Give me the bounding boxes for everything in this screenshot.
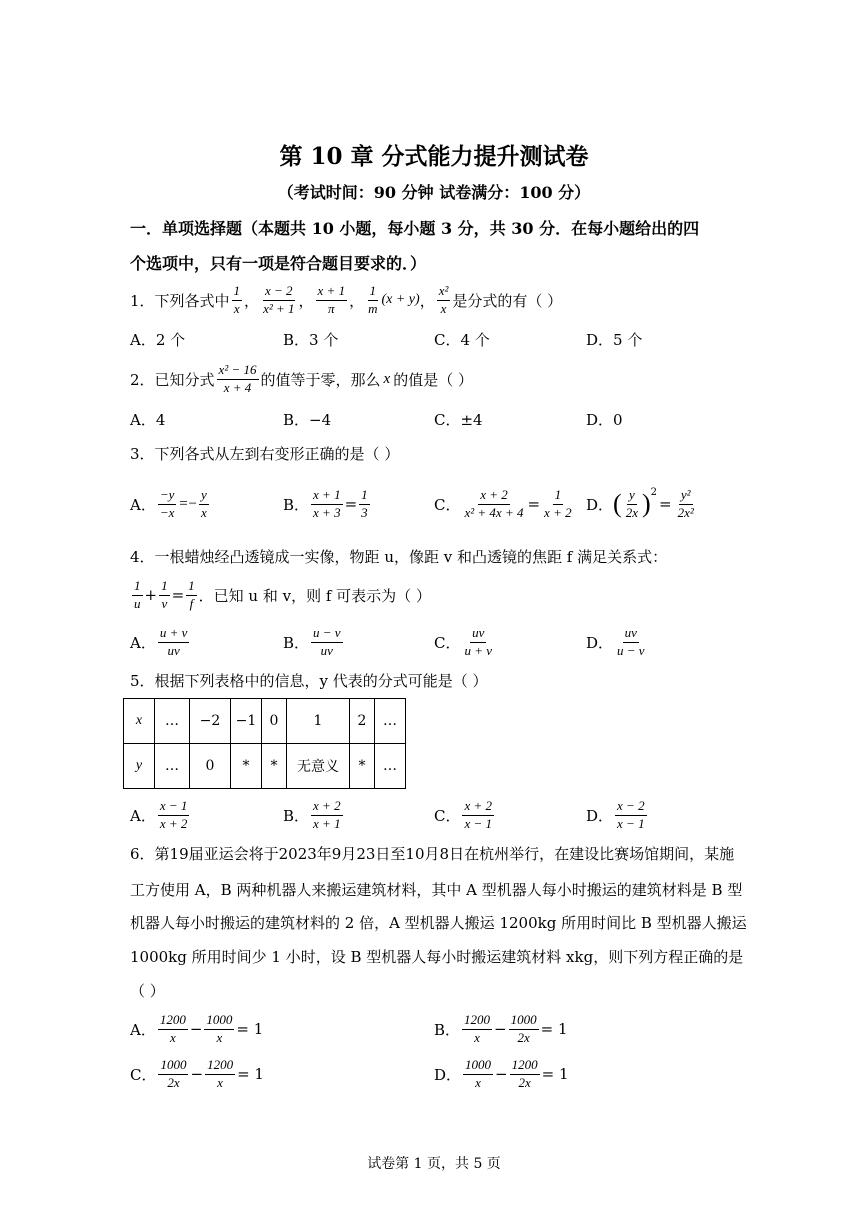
q1-suffix: 是分式的有（ ） (452, 291, 563, 310)
table-cell: * (350, 744, 375, 789)
q1-prefix: 1．下列各式中 (130, 291, 230, 310)
q2-suffix: 的值是（ ） (393, 370, 473, 389)
question-4-line2: $\frac{1}{u}$ + $\frac{1}{v}$ = $\frac{1}{f}$ ．已知 u 和 v，则 f 可表示为（ ） (134, 578, 431, 611)
table-row-y (124, 744, 406, 789)
table-cell: … (375, 744, 406, 789)
q1-expr-3: $\frac{x + 1}{\pi}$ (317, 283, 346, 316)
q6-label-a: A． (130, 1020, 156, 1039)
table-cell: * (231, 744, 262, 789)
q4-label-b: B． (283, 633, 310, 652)
question-6-line1: 6．第19届亚运会将于2023年9月23日至10月8日在杭州举行，在建设比赛场馆期间，某施 (130, 845, 735, 863)
q1-expr-5: $\frac{\text{x²}}{x}$ (438, 283, 449, 316)
q3-label-c: C． (434, 495, 461, 514)
q2-prefix: 2．已知分式 (130, 370, 215, 389)
q2-fraction: $\frac{\text{x² − 16}}{x + 4}$ (218, 362, 257, 395)
q5-label-d: D． (586, 806, 614, 825)
question-3: 3．下列各式从左到右变形正确的是（ ） (130, 445, 400, 463)
q1-option-d: D．5 个 (586, 331, 643, 349)
question-6-line5: （ ） (130, 982, 165, 1000)
q5-option-c: C． $\frac{x + 2}{x - 1}$ (434, 798, 493, 831)
table-row-x (124, 699, 406, 744)
table-cell: y (124, 744, 155, 789)
table-cell: * (262, 744, 287, 789)
q6-label-c: C． (130, 1065, 157, 1084)
q4-option-c: C． $\frac{uv}{u + v}$ (434, 625, 493, 658)
q5-table (123, 698, 406, 789)
q5-option-d: D． $\frac{x - 2}{x - 1}$ (586, 798, 645, 831)
table-cell: 无意义 (287, 744, 350, 789)
table-cell: −1 (231, 699, 262, 744)
q4-label-a: A． (130, 633, 156, 652)
q6-option-d: D． $\frac{1000}{x}$ − $\frac{1200}{2x}$ = 1 (434, 1057, 569, 1090)
q3-label-d: D． (586, 495, 614, 514)
question-6-line2: 工方使用 A，B 两种机器人来搬运建筑材料，其中 A 型机器人每小时搬运的建筑材料是 B 型 (130, 881, 743, 899)
table-cell: 0 (190, 744, 231, 789)
exam-info: （考试时间：90 分钟 试卷满分：100 分） (277, 183, 591, 202)
question-6-line3: 机器人每小时搬运的建筑材料的 2 倍，A 型机器人搬运 1200kg 所用时间比 B 型机器人搬运 (130, 914, 747, 932)
question-2 (130, 358, 473, 400)
page-title: 第 10 章 分式能力提升测试卷 (279, 143, 589, 170)
table-cell: −2 (190, 699, 231, 744)
table-cell: … (155, 699, 190, 744)
q1-expr-2: $\frac{x - 2}{\text{x² + 1}}$ (263, 283, 295, 316)
page-footer: 试卷第 1 页，共 5 页 (367, 1156, 501, 1172)
table-cell: … (375, 699, 406, 744)
q1-option-c: C．4 个 (434, 331, 490, 349)
table-cell: 2 (350, 699, 375, 744)
q2-option-b: B．−4 (283, 411, 332, 429)
question-1: 1．下列各式中 $\frac{1}{x}$ ， $\frac{x - 2}{\text{x² + 1}}$ ， $\frac{x + 1}{\pi}$ ， $\frac{1}{m}$ (x + y) ， $\frac{\text{x²}}{x}$ 是分式的有（ ） (130, 283, 563, 316)
q4-option-d: D． $\frac{uv}{u - v}$ (586, 625, 645, 658)
q1-expr-4: $\frac{1}{m}$ (368, 283, 378, 316)
q3-option-d: D． ( $\frac{y}{2x}$ ) 2 = $\frac{\text{y²}}{\text{2x²}}$ (586, 486, 694, 520)
q5-option-a: A． $\frac{x - 1}{x + 2}$ (130, 798, 188, 831)
table-cell: 1 (287, 699, 350, 744)
section-heading-line1: 一．单项选择题（本题共 10 小题，每小题 3 分，共 30 分．在每小题给出的四 (130, 219, 700, 238)
q4-option-a: A． $\frac{u + v}{uv}$ (130, 625, 188, 658)
section-heading-line2: 个选项中，只有一项是符合题目要求的．） (130, 254, 427, 273)
q4-label-d: D． (586, 633, 614, 652)
question-4-line1: 4．一根蜡烛经凸透镜成一实像，物距 u，像距 v 和凸透镜的焦距 f 满足关系式： (130, 548, 668, 566)
q6-label-b: B． (434, 1020, 461, 1039)
q4-option-b: B． $\frac{u - v}{uv}$ (283, 625, 341, 658)
q3-label-a: A． (130, 495, 156, 514)
q2-option-c: C．±4 (434, 411, 483, 429)
q5-label-a: A． (130, 806, 156, 825)
q2-option-a: A．4 (130, 411, 166, 429)
q5-option-b: B． $\frac{x + 2}{x + 1}$ (283, 798, 341, 831)
q2-var: x (383, 370, 391, 387)
q5-label-c: C． (434, 806, 461, 825)
q5-label-b: B． (283, 806, 310, 825)
q4-label-c: C． (434, 633, 461, 652)
q2-mid: 的值等于零，那么 (260, 370, 381, 389)
q1-option-b: B．3 个 (283, 331, 339, 349)
q6-label-d: D． (434, 1065, 462, 1084)
q3-label-b: B． (283, 495, 310, 514)
q2-option-d: D．0 (586, 411, 623, 429)
question-6-line4: 1000kg 所用时间少 1 小时，设 B 型机器人每小时搬运建筑材料 xkg，则下列方程正确的是 (130, 948, 744, 966)
q1-expr-1: $\frac{1}{x}$ (233, 283, 241, 316)
q4-line2-text: ．已知 u 和 v，则 f 可表示为（ ） (198, 586, 431, 605)
q1-option-a: A．2 个 (130, 331, 186, 349)
table-cell: … (155, 744, 190, 789)
table-cell: 0 (262, 699, 287, 744)
question-5: 5．根据下列表格中的信息，y 代表的分式可能是（ ） (130, 672, 488, 690)
q6-option-b: B． $\frac{1200}{x}$ − $\frac{1000}{2x}$ = 1 (434, 1012, 568, 1045)
q3-option-c: C． $\frac{x + 2}{\text{x² + 4x + 4}}$ = $\frac{1}{x + 2}$ (434, 487, 572, 520)
q3-option-b: B． $\frac{x + 1}{x + 3}$ = $\frac{1}{3}$ (283, 487, 368, 520)
q6-option-a: A． $\frac{1200}{x}$ − $\frac{1000}{x}$ = 1 (130, 1012, 264, 1045)
q6-option-c: C． $\frac{1000}{2x}$ − $\frac{1200}{x}$ = 1 (130, 1057, 264, 1090)
table-cell: x (124, 699, 155, 744)
q3-option-a: A． $\frac{-y}{-x}$ = − $\frac{y}{x}$ (130, 487, 207, 520)
